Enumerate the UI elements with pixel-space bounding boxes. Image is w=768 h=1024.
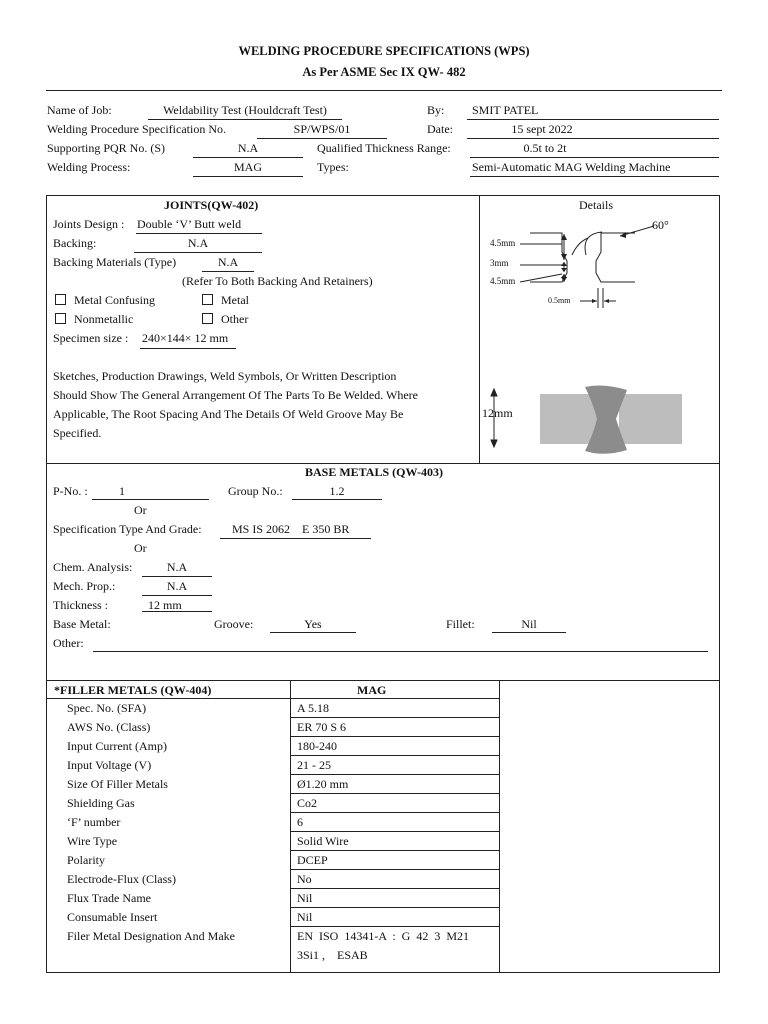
filler-row-value: Ø1.20 mm xyxy=(291,775,499,794)
filler-row-label: Spec. No. (SFA) xyxy=(67,701,147,715)
angle-label: 60° xyxy=(652,218,669,232)
dim-label-thickness: 12mm xyxy=(482,406,513,420)
backing-value: N.A xyxy=(187,236,209,250)
date-value: 15 sept 2022 xyxy=(511,122,573,136)
filler-row-value: Nil xyxy=(291,908,499,927)
sketch-note-line-1: Sketches, Production Drawings, Weld Symbols, Or Written Description xyxy=(53,369,397,383)
angle-arc xyxy=(585,232,602,255)
fillet-label: Fillet: xyxy=(446,617,475,631)
dim-label-mid: 3mm xyxy=(490,258,509,268)
pno-label: P-No. : xyxy=(53,484,88,498)
by-label: By: xyxy=(427,103,445,117)
sketch-note-line-2: Should Show The General Arrangement Of The Parts To Be Welded. Where xyxy=(53,388,419,402)
filler-designation-line-2: 3Si1 , ESAB xyxy=(297,948,368,962)
joints-heading: JOINTS(QW-402) xyxy=(164,198,259,212)
filler-row-label: ‘F’ number xyxy=(67,815,121,829)
pqr-label: Supporting PQR No. (S) xyxy=(47,141,166,155)
filler-designation-line-1: EN ISO 14341-A : G 42 3 M21 xyxy=(297,929,470,943)
sketch-note-line-4: Specified. xyxy=(53,426,102,440)
qualified-thickness-value: 0.5t to 2t xyxy=(523,141,567,155)
weld-cross-section-image xyxy=(482,385,712,455)
job-label: Name of Job: xyxy=(47,103,112,117)
filler-row-label: Input Voltage (V) xyxy=(67,758,152,772)
spec-grade-value: MS IS 2062 E 350 BR xyxy=(232,522,350,536)
qualified-thickness-label: Qualified Thickness Range: xyxy=(317,141,451,155)
thickness-value: 12 mm xyxy=(148,598,182,612)
pno-value: 1 xyxy=(119,484,125,498)
filler-row-value: Nil xyxy=(291,889,499,908)
filler-row-value: 180-240 xyxy=(291,737,499,756)
filler-row-label: Flux Trade Name xyxy=(67,891,151,905)
joint-groove-sketch xyxy=(480,212,720,322)
details-heading: Details xyxy=(579,198,613,212)
backing-label: Backing: xyxy=(53,236,97,250)
filler-col-heading: MAG xyxy=(357,683,387,697)
filler-row-label: Electrode-Flux (Class) xyxy=(67,872,176,886)
document-subtitle: As Per ASME Sec IX QW- 482 xyxy=(302,65,466,79)
base-metals-heading: BASE METALS (QW-403) xyxy=(305,465,444,479)
chem-analysis-label: Chem. Analysis: xyxy=(53,560,133,574)
filler-row-value: 21 - 25 xyxy=(291,756,499,775)
types-value: Semi-Automatic MAG Welding Machine xyxy=(472,160,671,174)
types-label: Types: xyxy=(317,160,349,174)
filler-row-value: Co2 xyxy=(291,794,499,813)
thickness-label: Thickness : xyxy=(53,598,108,612)
joint-design-value: Double ‘V’ Butt weld xyxy=(137,217,242,231)
checkbox-other[interactable]: Other xyxy=(202,312,248,327)
checkbox-nonmetallic[interactable]: Nonmetallic xyxy=(55,312,133,327)
joint-design-label: Joints Design : xyxy=(53,217,125,231)
backing-materials-value: N.A xyxy=(217,255,239,269)
dim-label-top: 4.5mm xyxy=(490,238,516,248)
left-plate-outline xyxy=(530,233,567,282)
date-label: Date: xyxy=(427,122,453,136)
or-2: Or xyxy=(134,541,147,555)
other-field xyxy=(93,651,708,652)
chem-analysis-value: N.A xyxy=(166,560,188,574)
plate-right xyxy=(619,394,682,444)
base-metal-label: Base Metal: xyxy=(53,617,111,631)
group-label: Group No.: xyxy=(228,484,283,498)
filler-metals-heading: *FILLER METALS (QW-404) xyxy=(54,683,212,697)
filler-row-value: No xyxy=(291,870,499,889)
mech-prop-value: N.A xyxy=(166,579,188,593)
filler-row-label: Polarity xyxy=(67,853,105,867)
filler-row-value: DCEP xyxy=(291,851,499,870)
by-value: SMIT PATEL xyxy=(472,103,539,117)
specimen-value: 240×144× 12 mm xyxy=(142,331,229,345)
process-value: MAG xyxy=(233,160,262,174)
filler-row-value: ER 70 S 6 xyxy=(291,718,499,737)
checkbox-metal[interactable]: Metal xyxy=(202,293,249,308)
group-value: 1.2 xyxy=(329,484,345,498)
or-1: Or xyxy=(134,503,147,517)
document-title: WELDING PROCEDURE SPECIFICATIONS (WPS) xyxy=(238,44,530,58)
spec-grade-label: Specification Type And Grade: xyxy=(53,522,202,536)
filler-row-value: 6 xyxy=(291,813,499,832)
checkbox-metal-confusing[interactable]: Metal Confusing xyxy=(55,293,155,308)
dim-label-gap: 0.5mm xyxy=(548,296,571,305)
backing-materials-label: Backing Materials (Type) xyxy=(53,255,177,269)
right-plate-outline xyxy=(596,233,635,282)
plate-left xyxy=(540,394,600,444)
wps-value: SP/WPS/01 xyxy=(293,122,351,136)
mech-prop-label: Mech. Prop.: xyxy=(53,579,116,593)
dim-label-bottom: 4.5mm xyxy=(490,276,516,286)
filler-designation-label: Filer Metal Designation And Make xyxy=(67,929,235,943)
filler-row-value: A 5.18 xyxy=(291,699,499,718)
job-value: Weldability Test (Houldcraft Test) xyxy=(163,103,327,117)
filler-row-label: Shielding Gas xyxy=(67,796,135,810)
specimen-label: Specimen size : xyxy=(53,331,129,345)
header-divider xyxy=(46,90,722,91)
groove-label: Groove: xyxy=(214,617,254,631)
filler-row-label: Consumable Insert xyxy=(67,910,158,924)
wps-label: Welding Procedure Specification No. xyxy=(47,122,226,136)
other-label: Other: xyxy=(53,636,84,650)
filler-row-label: Wire Type xyxy=(67,834,118,848)
filler-row-label: AWS No. (Class) xyxy=(67,720,151,734)
filler-row-label: Input Current (Amp) xyxy=(67,739,167,753)
filler-row-label: Size Of Filler Metals xyxy=(67,777,168,791)
groove-value: Yes xyxy=(304,617,322,631)
pqr-value: N.A xyxy=(237,141,259,155)
process-label: Welding Process: xyxy=(47,160,131,174)
filler-row-value: Solid Wire xyxy=(291,832,499,851)
fillet-value: Nil xyxy=(521,617,537,631)
sketch-note-line-3: Applicable, The Root Spacing And The Details Of Weld Groove May Be xyxy=(53,407,404,421)
refer-note: (Refer To Both Backing And Retainers) xyxy=(182,274,373,288)
